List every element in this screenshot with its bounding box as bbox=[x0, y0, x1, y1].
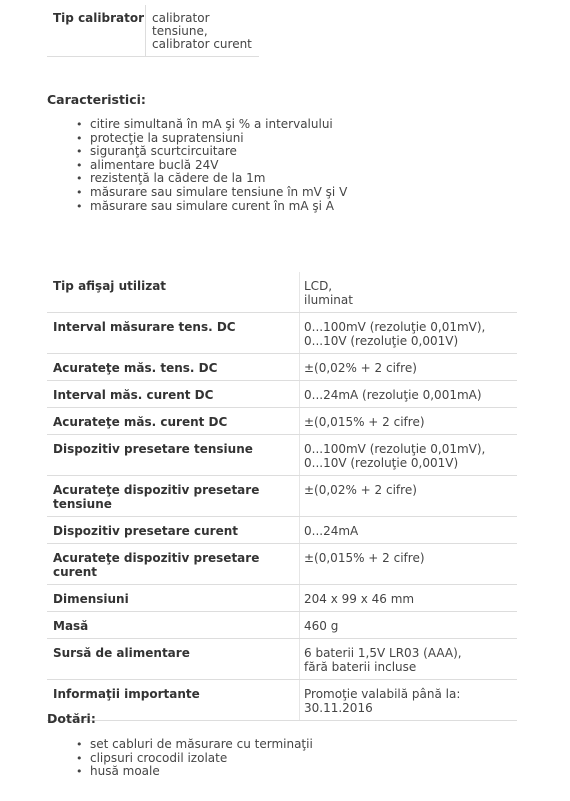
accessories-list bbox=[47, 738, 313, 779]
calibrator-type-value bbox=[146, 5, 260, 57]
spec-value bbox=[300, 476, 518, 517]
spec-row bbox=[47, 381, 517, 408]
spec-value bbox=[300, 272, 518, 313]
value-line: LCD, bbox=[304, 279, 333, 293]
spec-row bbox=[47, 435, 517, 476]
list-item: • clipsuri crocodil izolate bbox=[90, 752, 313, 766]
value-line: Promoţie valabilă până la: 30.11.2016 bbox=[304, 687, 461, 715]
list-item: • siguranţă scurtcircuitare bbox=[90, 145, 347, 159]
spec-row bbox=[47, 612, 517, 639]
spec-row bbox=[47, 585, 517, 612]
spec-label: Dispozitiv presetare tensiune bbox=[47, 435, 300, 476]
spec-label: Acurateţe dispozitiv presetare curent bbox=[47, 544, 300, 585]
list-item: • citire simultană în mA şi % a intervalului bbox=[90, 118, 347, 132]
table-row bbox=[47, 5, 259, 57]
spec-value bbox=[300, 354, 518, 381]
spec-label: Dimensiuni bbox=[47, 585, 300, 612]
spec-value bbox=[300, 544, 518, 585]
value-line: 0...24mA bbox=[304, 524, 359, 538]
spec-value bbox=[300, 313, 518, 354]
spec-value bbox=[300, 435, 518, 476]
spec-label: Acurateţe dispozitiv presetare tensiune bbox=[47, 476, 300, 517]
value-line: 0...10V (rezoluţie 0,001V) bbox=[304, 456, 459, 470]
value-line: ±(0,02% + 2 cifre) bbox=[304, 361, 417, 375]
spec-value bbox=[300, 381, 518, 408]
spec-label: Dispozitiv presetare curent bbox=[47, 517, 300, 544]
accessories-heading: Dotări: bbox=[47, 711, 96, 726]
spec-value bbox=[300, 585, 518, 612]
spec-value bbox=[300, 639, 518, 680]
features-list bbox=[47, 118, 347, 213]
list-item: • măsurare sau simulare tensiune în mV şi V bbox=[90, 186, 347, 200]
spec-value bbox=[300, 680, 518, 721]
value-line: 0...100mV (rezoluţie 0,01mV), bbox=[304, 320, 486, 334]
value-line: 0...100mV (rezoluţie 0,01mV), bbox=[304, 442, 486, 456]
spec-row bbox=[47, 639, 517, 680]
spec-label: Informaţii importante bbox=[47, 680, 300, 721]
spec-value bbox=[300, 517, 518, 544]
value-line: ±(0,015% + 2 cifre) bbox=[304, 415, 425, 429]
value-line: 204 x 99 x 46 mm bbox=[304, 592, 415, 606]
value-line: 6 baterii 1,5V LR03 (AAA), bbox=[304, 646, 462, 660]
value-line: ±(0,015% + 2 cifre) bbox=[304, 551, 425, 565]
spec-row bbox=[47, 408, 517, 435]
list-item: • protecţie la supratensiuni bbox=[90, 132, 347, 146]
value-line: 460 g bbox=[304, 619, 339, 633]
value-line: 0...24mA (rezoluţie 0,001mA) bbox=[304, 388, 482, 402]
spec-row bbox=[47, 517, 517, 544]
spec-label: Acurateţe măs. tens. DC bbox=[47, 354, 300, 381]
spec-value bbox=[300, 612, 518, 639]
value-line: 0...10V (rezoluţie 0,001V) bbox=[304, 334, 459, 348]
spec-row bbox=[47, 313, 517, 354]
spec-label: Interval măsurare tens. DC bbox=[47, 313, 300, 354]
features-heading: Caracteristici: bbox=[47, 92, 146, 107]
list-item: • măsurare sau simulare curent în mA şi A bbox=[90, 200, 347, 214]
spec-label: Interval măs. curent DC bbox=[47, 381, 300, 408]
list-item: • rezistenţă la cădere de la 1m bbox=[90, 172, 347, 186]
value-line: calibrator tensiune, bbox=[152, 11, 210, 38]
list-item: • set cabluri de măsurare cu terminaţii bbox=[90, 738, 313, 752]
list-item: • alimentare buclă 24V bbox=[90, 159, 347, 173]
spec-row bbox=[47, 544, 517, 585]
calibrator-type-table bbox=[47, 5, 259, 57]
value-line: ±(0,02% + 2 cifre) bbox=[304, 483, 417, 497]
value-line: fără baterii incluse bbox=[304, 660, 417, 674]
spec-row bbox=[47, 354, 517, 381]
spec-label: Tip afişaj utilizat bbox=[47, 272, 300, 313]
spec-label: Masă bbox=[47, 612, 300, 639]
spec-row bbox=[47, 476, 517, 517]
spec-label: Sursă de alimentare bbox=[47, 639, 300, 680]
value-line: iluminat bbox=[304, 293, 353, 307]
value-line: calibrator curent bbox=[152, 37, 252, 51]
spec-row bbox=[47, 272, 517, 313]
specifications-table bbox=[47, 272, 517, 721]
spec-value bbox=[300, 408, 518, 435]
spec-label: Acurateţe măs. curent DC bbox=[47, 408, 300, 435]
spec-row bbox=[47, 680, 517, 721]
calibrator-type-label: Tip calibrator bbox=[47, 5, 146, 57]
list-item: • husă moale bbox=[90, 765, 313, 779]
